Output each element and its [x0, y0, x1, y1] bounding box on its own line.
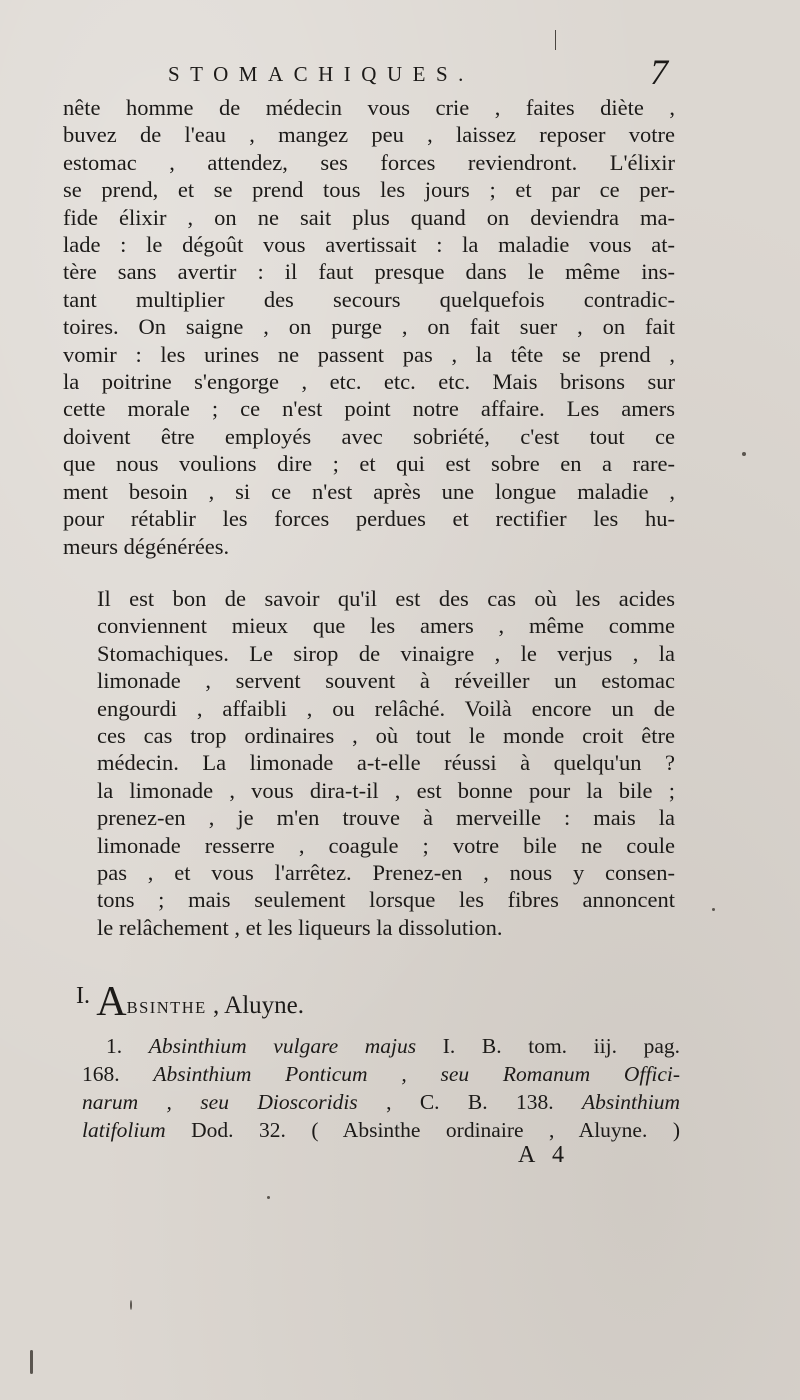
text-line: pour rétablir les forces perdues et rectifier les hu-: [63, 506, 675, 532]
text-line: le relâchement , et les liqueurs la dissolution.: [97, 914, 503, 940]
page-header: [168, 52, 668, 92]
entry-numeral: I.: [76, 983, 90, 1009]
entry-heading: [76, 980, 304, 1028]
text-line: tons ; mais seulement lorsque les fibres annoncent: [97, 887, 675, 913]
entry-title-rest: , Aluyne.: [213, 992, 304, 1019]
ink-speck: [130, 1300, 132, 1310]
paragraph-1: [63, 94, 675, 560]
text-line: toires. On saigne , on purge , on fait suer , on fait: [63, 314, 675, 340]
page-number: 7: [650, 52, 668, 92]
text-line: Il est bon de savoir qu'il est des cas où les acides: [97, 586, 675, 611]
text-line: ces cas trop ordinaires , où tout le monde croit être: [97, 723, 675, 749]
text-line: tant multiplier des secours quelquefois contradic-: [63, 286, 675, 312]
paragraph-2: [63, 585, 675, 941]
ink-speck: [742, 452, 746, 456]
text-line: ment besoin , si ce n'est après une longue maladie ,: [63, 478, 675, 504]
text-line: limonade , servent souvent à réveiller un estomac: [97, 668, 675, 694]
text-line: lade : le dégoût vous avertissait : la maladie vous at-: [63, 232, 675, 258]
entry-line: 168. Absinthium Ponticum , seu Romanum Offici-: [82, 1062, 680, 1086]
text-line: meurs dégénérées.: [63, 533, 230, 559]
text-line: la limonade , vous dira-t-il , est bonne pour la bile ;: [97, 777, 675, 803]
text-line: conviennent mieux que les amers , même comme: [97, 613, 675, 639]
text-line: la poitrine s'engorge , etc. etc. etc. Mais brisons sur: [63, 369, 675, 395]
ink-speck: [267, 1196, 270, 1199]
text-line: médecin. La limonade a-t-elle réussi à quelqu'un ?: [97, 750, 675, 776]
text-line: engourdi , affaibli , ou relâché. Voilà encore un de: [97, 695, 675, 721]
text-line: tère sans avertir : il faut presque dans le même ins-: [63, 259, 675, 285]
entry-dropcap: A: [96, 979, 127, 1025]
print-mark: [555, 30, 556, 50]
running-head: STOMACHIQUES.: [168, 62, 474, 86]
ink-speck: [712, 908, 715, 911]
text-line: cette morale ; ce n'est point notre affaire. Les amers: [63, 396, 675, 422]
text-line: fide élixir , on ne sait plus quand on deviendra ma-: [63, 204, 675, 230]
text-line: prenez-en , je m'en trouve à merveille : mais la: [97, 805, 675, 831]
text-line: nête homme de médecin vous crie , faites diète ,: [63, 95, 675, 120]
text-line: se prend, et se prend tous les jours ; et par ce per-: [63, 177, 675, 203]
text-line: estomac , attendez, ses forces reviendront. L'élixir: [63, 149, 675, 175]
ink-speck: [30, 1350, 33, 1374]
entry-line: latifolium Dod. 32. ( Absinthe ordinaire , Aluyne. ): [82, 1118, 680, 1142]
text-line: limonade resserre , coagule ; votre bile ne coule: [97, 832, 675, 858]
entry-body: [82, 1032, 680, 1144]
text-line: Stomachiques. Le sirop de vinaigre , le verjus , la: [97, 640, 675, 666]
entry-title-smallcaps: BSINTHE: [126, 998, 207, 1017]
text-line: que nous voulions dire ; et qui est sobre en a rare-: [63, 451, 675, 477]
text-line: vomir : les urines ne passent pas , la tête se prend ,: [63, 341, 675, 367]
signature-mark: A 4: [518, 1142, 571, 1168]
entry-line: narum , seu Dioscoridis , C. B. 138. Absinthium: [82, 1090, 680, 1114]
text-line: buvez de l'eau , mangez peu , laissez reposer votre: [63, 122, 675, 148]
entry-line: 1. Absinthium vulgare majus I. B. tom. iij. pag.: [106, 1034, 680, 1058]
text-line: doivent être employés avec sobriété, c'est tout ce: [63, 423, 675, 449]
text-line: pas , et vous l'arrêtez. Prenez-en , nous y consen-: [97, 860, 675, 886]
